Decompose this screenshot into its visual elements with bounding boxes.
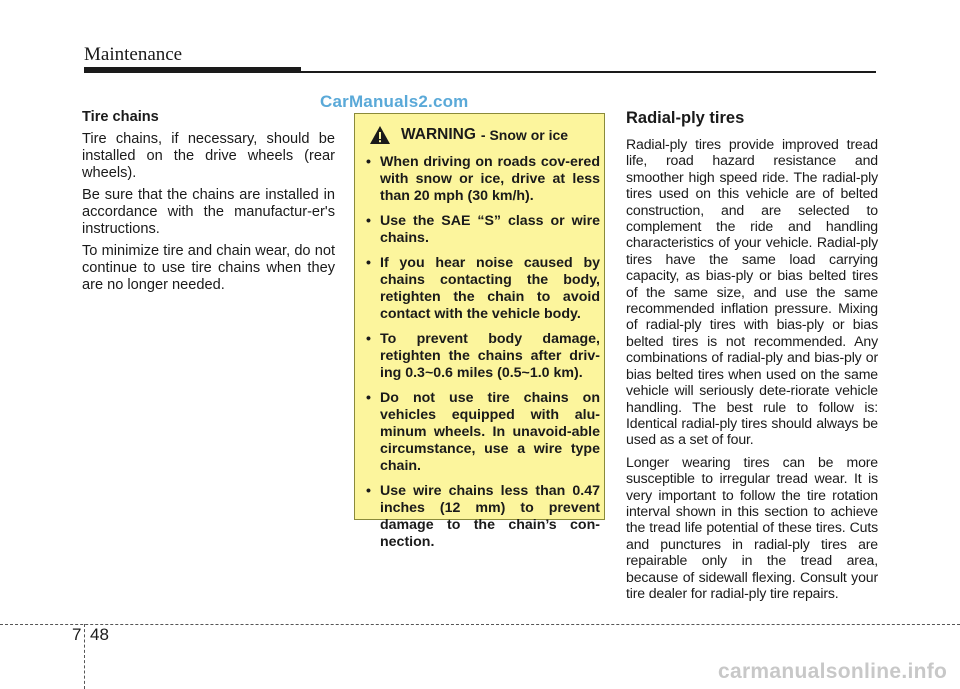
tire-chains-heading: Tire chains (82, 109, 159, 125)
warning-header (369, 125, 568, 145)
header-rule-thin (301, 71, 876, 73)
radial-ply-paragraph: Longer wearing tires can be more susceptible to irregular tread wear. It is very important to follow the tire rotation interval shown in this section to achieve the tread life potential of these tires. Cuts and punctures in radial-ply tires are repairable only in the tread area, because of sidewall flexing. Consult your tire dealer for radial-ply tire repairs. (626, 453, 878, 601)
footer-vertical-divider (84, 624, 85, 689)
warning-subtitle: - Snow or ice (480, 127, 569, 143)
warning-box (354, 113, 605, 550)
warning-item: • Use wire chains less than 0.47 inches (12 mm) to prevent damage to the chain’s con-nection. (366, 483, 600, 551)
warning-item: • Do not use tire chains on vehicles equipped with alu-minum wheels. In unavoid-able circumstance, use a wire type chain. (366, 390, 600, 475)
tire-chains-paragraph: To minimize tire and chain wear, do not continue to use tire chains when they are no longer needed. (82, 243, 335, 293)
watermark-link-bottom[interactable]: carmanualsonline.info (718, 660, 948, 683)
warning-item: • To prevent body damage, retighten the chains after driv-ing 0.3~0.6 miles (0.5~1.0 km). (366, 331, 600, 382)
radial-ply-paragraph: Radial-ply tires provide improved tread life, road hazard resistance and smoother high speed ride. The radial-ply tires used on this vehicle are of belted construction, and are selected to complement the ride and handling characteristics of your vehicle. Radial-ply tires have the same load carrying capacity, as bias-ply or bias belted tires of the same size, and use the same recommended inflation pressure. Mixing of radial-ply tires with bias-ply or bias belted tires is not recommended. Any combinations of radial-ply and bias-ply or bias belted tires when used on the same vehicle will seriously dete-riorate vehicle handling. The best rule to follow is: Identical radial-ply tires should always be used as a set of four. (626, 136, 878, 448)
watermark-link-top[interactable]: CarManuals2.com (320, 92, 469, 111)
warning-item: • When driving on roads cov-ered with snow or ice, drive at less than 20 mph (30 km/h). (366, 154, 600, 205)
page-number: 48 (90, 625, 109, 644)
header-rule-thick (84, 67, 301, 73)
footer-divider (0, 624, 960, 625)
warning-list (366, 154, 600, 559)
warning-triangle-icon (369, 125, 391, 145)
tire-chains-paragraph: Tire chains, if necessary, should be installed on the drive wheels (rear wheels). (82, 131, 335, 181)
chapter-number: 7 (72, 625, 82, 644)
radial-ply-section (626, 110, 878, 607)
warning-item: • If you hear noise caused by chains contacting the body, retighten the chain to avoid contact with the vehicle body. (366, 255, 600, 323)
tire-chains-paragraph: Be sure that the chains are installed in accordance with the manufactur-er's instructions. (82, 187, 335, 237)
tire-chains-section (82, 109, 335, 299)
warning-title: WARNING (401, 126, 476, 143)
radial-ply-heading: Radial-ply tires (626, 109, 745, 127)
page-header-title: Maintenance (84, 44, 183, 65)
warning-item: • Use the SAE “S” class or wire chains. (366, 213, 600, 247)
